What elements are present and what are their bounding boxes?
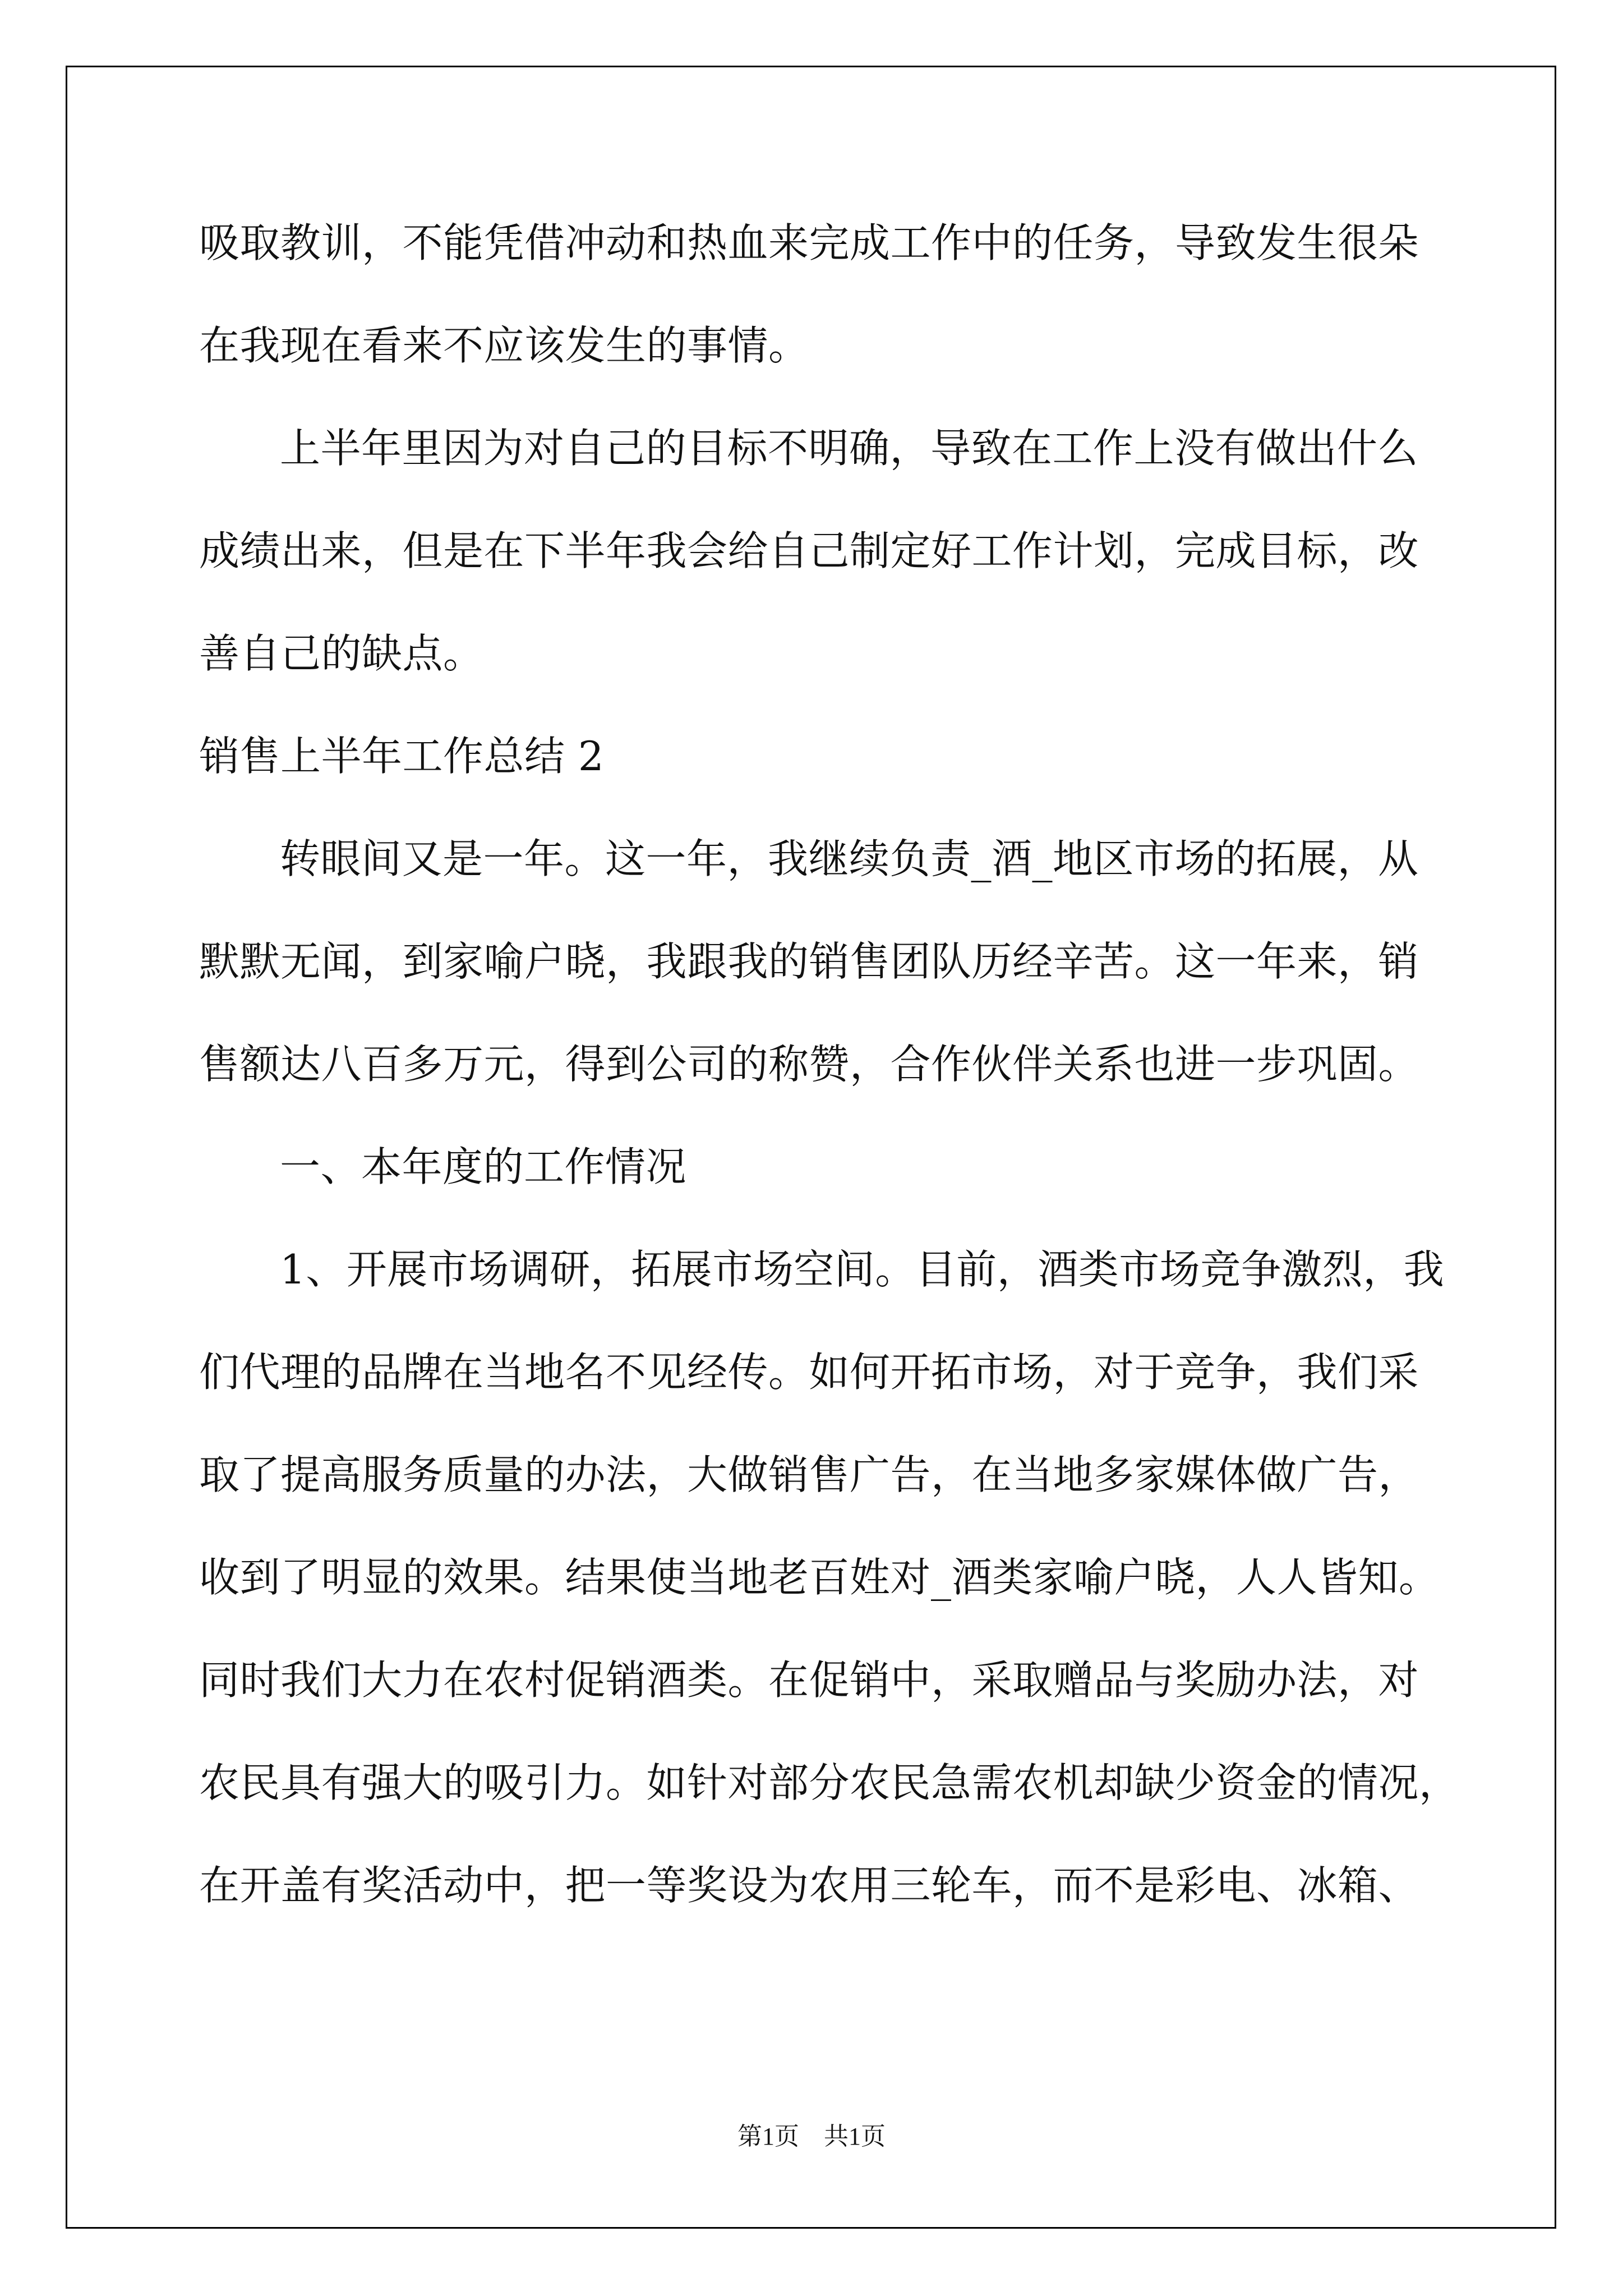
text-line-14: 收到了明显的效果。结果使当地老百姓对_酒类家喻户晓，人人皆知。	[199, 1554, 1440, 1601]
text-line-2: 在我现在看来不应该发生的事情。	[199, 322, 809, 369]
text-line-13: 取了提高服务质量的办法，大做销售广告，在当地多家媒体做广告，	[199, 1451, 1419, 1498]
section-heading: 销售上半年工作总结 2	[199, 733, 605, 780]
text-line-12: 们代理的品牌在当地名不见经传。如何开拓市场，对于竞争，我们采	[199, 1349, 1419, 1396]
document-body	[199, 218, 1460, 1911]
text-line-16: 农民具有强大的吸引力。如针对部分农民急需农机却缺少资金的情况，	[199, 1759, 1460, 1806]
text-line-17: 在开盖有奖活动中，把一等奖设为农用三轮车，而不是彩电、冰箱、	[199, 1862, 1419, 1909]
text-line-8: 默默无闻，到家喻户晓，我跟我的销售团队历经辛苦。这一年来，销	[199, 938, 1419, 985]
text-line-1: 吸取教训，不能凭借冲动和热血来完成工作中的任务，导致发生很朵	[199, 219, 1419, 266]
text-line-7: 转眼间又是一年。这一年，我继续负责_酒_地区市场的拓展，从	[280, 835, 1419, 882]
text-line-15: 同时我们大力在农村促销酒类。在促销中，采取赠品与奖励办法，对	[199, 1657, 1419, 1704]
text-line-4: 成绩出来，但是在下半年我会给自己制定好工作计划，完成目标，改	[199, 527, 1419, 574]
text-line-11: 1、开展市场调研，拓展市场空间。目前，酒类市场竞争激烈，我	[280, 1246, 1445, 1293]
page-number-footer: 第1页 共1页	[737, 2123, 886, 2150]
text-line-5: 善自己的缺点。	[199, 630, 484, 677]
text-line-3: 上半年里因为对自己的目标不明确，导致在工作上没有做出什么	[280, 425, 1419, 472]
subheading: 一、本年度的工作情况	[280, 1143, 687, 1190]
text-line-9: 售额达八百多万元，得到公司的称赞，合作伙伴关系也进一步巩固。	[199, 1041, 1419, 1088]
